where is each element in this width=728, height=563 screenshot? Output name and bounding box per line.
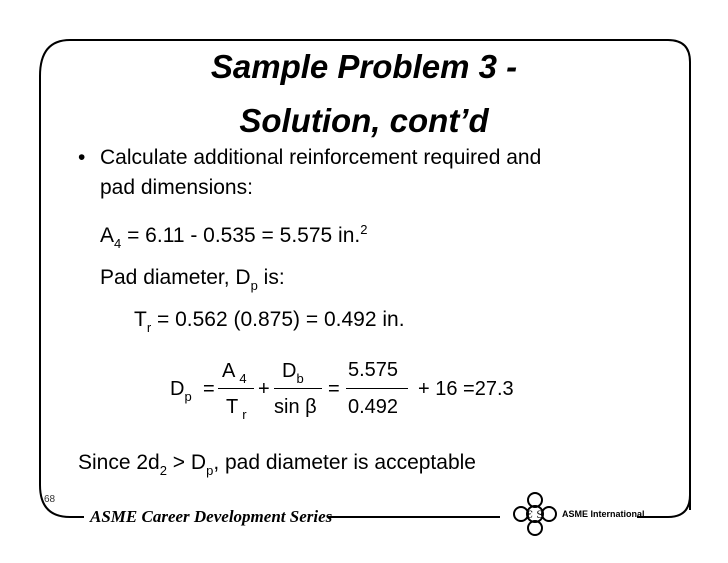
slide-title-line2: Solution, cont’d	[239, 102, 489, 139]
formula-numerator-3: 5.575	[348, 359, 399, 381]
pad-diameter-line	[100, 266, 285, 293]
asme-logo-icon	[510, 489, 560, 539]
pad-subscript: p	[250, 278, 258, 293]
conclusion-line: Since $2d_2 > D_p$, pad diameter is acceptable	[78, 451, 476, 478]
tr-expression: = 0.562 (0.875) = 0.492 in.	[151, 308, 405, 331]
a4-expression: = 6.11 - 0.535 = 5.575 in.	[121, 224, 361, 247]
fraction-bar-1	[218, 388, 254, 389]
formula-plus: +	[258, 378, 270, 400]
a4-equation	[100, 222, 368, 251]
asme-logo-letters: € S	[526, 510, 544, 521]
page-number: 68	[44, 494, 56, 505]
formula-denominator-3: 0.492	[348, 396, 399, 418]
bullet-line1: Calculate additional reinforcement required and	[100, 146, 542, 169]
bullet-line2: pad dimensions:	[100, 176, 253, 199]
formula-numerator-2: $D_b$	[282, 360, 304, 386]
formula-denominator-1: T $_r$	[226, 396, 247, 422]
formula-numerator-1: A $_4$	[222, 360, 247, 386]
tr-subscript: r	[146, 320, 152, 335]
series-title: ASME Career Development Series	[90, 507, 333, 526]
a4-symbol: A	[100, 224, 115, 247]
formula-tail: + 16 =27.3	[418, 378, 514, 400]
a4-superscript: 2	[360, 222, 368, 237]
formula-lhs	[170, 378, 192, 404]
tr-symbol: T	[134, 308, 147, 331]
fraction-bar-2	[274, 388, 322, 389]
organization-name: ASME International	[562, 509, 645, 519]
pad-text-end: is:	[257, 266, 285, 289]
a4-subscript: 4	[114, 236, 122, 251]
formula-lhs-subscript: p	[184, 389, 192, 404]
pad-text: Pad diameter, D	[100, 266, 251, 289]
bullet-marker: •	[78, 146, 86, 169]
tr-equation	[134, 308, 405, 335]
formula-equals-1: =	[203, 378, 215, 400]
slide-title-line1: Sample Problem 3 -	[210, 48, 518, 85]
formula-denominator-2: sin β	[274, 396, 317, 418]
fraction-bar-3	[346, 388, 408, 389]
formula-equals-2: =	[328, 378, 340, 400]
formula-lhs-symbol: D	[170, 378, 185, 400]
